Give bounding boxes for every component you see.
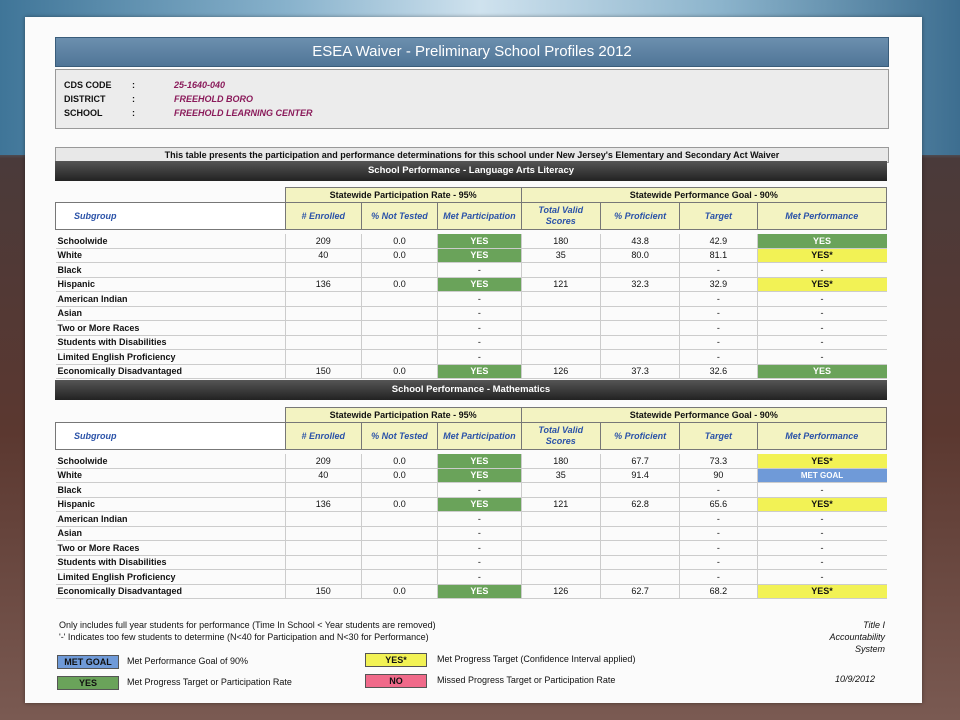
column-header-subgroup: Subgroup: [56, 203, 286, 230]
cell-proficient: [600, 512, 679, 527]
cell-subgroup: Schoolwide: [56, 234, 286, 248]
cell-met-performance: -: [757, 555, 886, 570]
cell-total-valid: 180: [521, 454, 600, 468]
cell-met-participation: YES: [438, 364, 522, 379]
cell-met-participation: -: [438, 306, 522, 321]
cell-enrolled: [285, 570, 361, 585]
cell-subgroup: Black: [56, 263, 286, 278]
cell-not-tested: 0.0: [361, 584, 437, 599]
cell-enrolled: [285, 526, 361, 541]
cell-proficient: [600, 555, 679, 570]
cell-not-tested: [361, 483, 437, 498]
cell-total-valid: 126: [521, 584, 600, 599]
info-colon: :: [132, 80, 135, 90]
cell-total-valid: [521, 321, 600, 336]
legend-text-yes: Met Progress Target or Participation Rate: [127, 677, 292, 687]
cell-not-tested: [361, 292, 437, 307]
cell-not-tested: [361, 570, 437, 585]
section-title-math: School Performance - Mathematics: [55, 380, 887, 400]
cell-met-performance: MET GOAL: [757, 468, 886, 483]
info-colon: :: [132, 108, 135, 118]
table-lal: [55, 187, 887, 379]
cell-not-tested: [361, 350, 437, 365]
cell-enrolled: 40: [285, 468, 361, 483]
table-row: [56, 248, 887, 263]
cell-met-performance: YES*: [757, 497, 886, 512]
table-row: [56, 541, 887, 556]
report-date: 10/9/2012: [835, 674, 876, 684]
table-row: [56, 321, 887, 336]
cell-subgroup: Asian: [56, 526, 286, 541]
cell-subgroup: Students with Disabilities: [56, 335, 286, 350]
column-header-target: Target: [680, 423, 757, 450]
column-header-total-valid: Total Valid Scores: [521, 423, 600, 450]
column-header-total-valid: Total Valid Scores: [521, 203, 600, 230]
legend-text-no: Missed Progress Target or Participation Rate: [437, 675, 616, 685]
cell-target: -: [680, 321, 757, 336]
cell-proficient: [600, 350, 679, 365]
cell-target: -: [680, 541, 757, 556]
cell-enrolled: [285, 263, 361, 278]
cell-met-participation: -: [438, 570, 522, 585]
table-row: [56, 364, 887, 379]
cell-met-participation: -: [438, 335, 522, 350]
cell-proficient: [600, 335, 679, 350]
column-header-enrolled: # Enrolled: [285, 423, 361, 450]
cell-enrolled: 40: [285, 248, 361, 263]
cell-subgroup: Two or More Races: [56, 541, 286, 556]
cell-target: -: [680, 350, 757, 365]
table-row: [56, 350, 887, 365]
cell-subgroup: Hispanic: [56, 277, 286, 292]
cell-met-participation: -: [438, 263, 522, 278]
cell-proficient: [600, 570, 679, 585]
table-row: [56, 512, 887, 527]
info-value: FREEHOLD BORO: [174, 94, 254, 104]
legend-badge-no: NO: [365, 674, 427, 688]
cell-met-participation: -: [438, 541, 522, 556]
cell-subgroup: Hispanic: [56, 497, 286, 512]
cell-met-participation: YES: [438, 454, 522, 468]
system-line: Accountability: [829, 632, 885, 642]
cell-total-valid: 35: [521, 248, 600, 263]
cell-target: -: [680, 483, 757, 498]
cell-met-performance: -: [757, 512, 886, 527]
performance-table: [55, 407, 887, 599]
cell-met-performance: -: [757, 570, 886, 585]
system-label: [815, 619, 885, 655]
cell-met-performance: YES*: [757, 277, 886, 292]
cell-target: 68.2: [680, 584, 757, 599]
cell-enrolled: 150: [285, 364, 361, 379]
waiver-note: This table presents the participation and performance determinations for this school under New Jersey's Elementary and Secondary Act Waiver: [55, 147, 889, 163]
cell-target: 90: [680, 468, 757, 483]
info-key: CDS CODE: [64, 80, 112, 90]
table-row: [56, 335, 887, 350]
table-row: [56, 555, 887, 570]
cell-subgroup: Limited English Proficiency: [56, 350, 286, 365]
cell-target: -: [680, 335, 757, 350]
cell-subgroup: Asian: [56, 306, 286, 321]
cell-proficient: 43.8: [600, 234, 679, 248]
cell-proficient: 62.8: [600, 497, 679, 512]
info-value: FREEHOLD LEARNING CENTER: [174, 108, 313, 118]
cell-proficient: [600, 483, 679, 498]
report-title: ESEA Waiver - Preliminary School Profiles 2012: [55, 37, 889, 67]
cell-proficient: [600, 263, 679, 278]
cell-met-participation: YES: [438, 497, 522, 512]
cell-subgroup: Black: [56, 483, 286, 498]
cell-met-participation: -: [438, 555, 522, 570]
table-math: [55, 407, 887, 599]
cell-enrolled: [285, 555, 361, 570]
column-header-not-tested: % Not Tested: [361, 203, 437, 230]
cell-not-tested: 0.0: [361, 277, 437, 292]
footnote-full-year: Only includes full year students for performance (Time In School < Year students are removed): [59, 620, 436, 630]
cell-total-valid: [521, 483, 600, 498]
cell-proficient: [600, 541, 679, 556]
cell-proficient: 62.7: [600, 584, 679, 599]
legend-badge-yes: YES: [57, 676, 119, 690]
cell-target: 32.6: [680, 364, 757, 379]
cell-met-performance: -: [757, 483, 886, 498]
cell-met-participation: YES: [438, 248, 522, 263]
cell-enrolled: [285, 512, 361, 527]
cell-enrolled: [285, 321, 361, 336]
cell-not-tested: [361, 306, 437, 321]
cell-enrolled: [285, 306, 361, 321]
cell-met-performance: YES*: [757, 584, 886, 599]
footnote-dash: '-' Indicates too few students to determine (N<40 for Participation and N<30 for Performance): [59, 632, 429, 642]
cell-not-tested: [361, 541, 437, 556]
cell-proficient: 37.3: [600, 364, 679, 379]
cell-met-performance: YES: [757, 364, 886, 379]
cell-not-tested: 0.0: [361, 497, 437, 512]
system-line: Title I: [863, 620, 885, 630]
cell-target: -: [680, 570, 757, 585]
cell-target: 32.9: [680, 277, 757, 292]
table-row: [56, 526, 887, 541]
cell-total-valid: [521, 526, 600, 541]
cell-target: 65.6: [680, 497, 757, 512]
cell-not-tested: 0.0: [361, 364, 437, 379]
cell-subgroup: Students with Disabilities: [56, 555, 286, 570]
cell-not-tested: 0.0: [361, 454, 437, 468]
cell-subgroup: Limited English Proficiency: [56, 570, 286, 585]
legend-text-met-goal: Met Performance Goal of 90%: [127, 656, 249, 666]
report-page: [25, 17, 922, 703]
cell-enrolled: 209: [285, 234, 361, 248]
cell-not-tested: [361, 321, 437, 336]
cell-met-performance: -: [757, 292, 886, 307]
header-participation-group: Statewide Participation Rate - 95%: [285, 408, 521, 423]
cell-target: -: [680, 292, 757, 307]
column-header-enrolled: # Enrolled: [285, 203, 361, 230]
cell-met-participation: -: [438, 321, 522, 336]
cell-met-performance: -: [757, 306, 886, 321]
cell-total-valid: [521, 541, 600, 556]
legend-badge-met-goal: MET GOAL: [57, 655, 119, 669]
cell-target: 81.1: [680, 248, 757, 263]
school-info-panel: [55, 69, 889, 129]
table-row: [56, 263, 887, 278]
cell-met-performance: -: [757, 350, 886, 365]
column-header-proficient: % Proficient: [600, 203, 679, 230]
cell-target: -: [680, 263, 757, 278]
cell-enrolled: [285, 292, 361, 307]
cell-met-participation: YES: [438, 234, 522, 248]
cell-met-performance: -: [757, 321, 886, 336]
cell-target: 42.9: [680, 234, 757, 248]
cell-proficient: 32.3: [600, 277, 679, 292]
cell-total-valid: 121: [521, 277, 600, 292]
cell-met-performance: -: [757, 263, 886, 278]
cell-subgroup: Economically Disadvantaged: [56, 364, 286, 379]
cell-not-tested: [361, 555, 437, 570]
cell-total-valid: 126: [521, 364, 600, 379]
cell-met-performance: YES*: [757, 454, 886, 468]
cell-total-valid: [521, 306, 600, 321]
cell-total-valid: 121: [521, 497, 600, 512]
legend-badge-yes-star: YES*: [365, 653, 427, 667]
cell-met-participation: YES: [438, 584, 522, 599]
cell-total-valid: 180: [521, 234, 600, 248]
cell-total-valid: 35: [521, 468, 600, 483]
cell-enrolled: 209: [285, 454, 361, 468]
cell-met-performance: -: [757, 335, 886, 350]
cell-proficient: 80.0: [600, 248, 679, 263]
cell-not-tested: [361, 263, 437, 278]
cell-total-valid: [521, 555, 600, 570]
performance-table: [55, 187, 887, 379]
cell-target: -: [680, 306, 757, 321]
cell-proficient: [600, 321, 679, 336]
cell-enrolled: 136: [285, 497, 361, 512]
column-header-met-performance: Met Performance: [757, 203, 886, 230]
cell-not-tested: [361, 335, 437, 350]
column-header-target: Target: [680, 203, 757, 230]
table-row: [56, 584, 887, 599]
cell-subgroup: Economically Disadvantaged: [56, 584, 286, 599]
cell-total-valid: [521, 350, 600, 365]
cell-total-valid: [521, 570, 600, 585]
info-value: 25-1640-040: [174, 80, 226, 90]
cell-met-performance: YES*: [757, 248, 886, 263]
cell-met-participation: -: [438, 350, 522, 365]
cell-total-valid: [521, 292, 600, 307]
cell-enrolled: [285, 541, 361, 556]
cell-met-participation: -: [438, 483, 522, 498]
info-key: DISTRICT: [64, 94, 106, 104]
cell-target: -: [680, 555, 757, 570]
column-header-not-tested: % Not Tested: [361, 423, 437, 450]
cell-met-participation: -: [438, 526, 522, 541]
system-line: System: [854, 644, 885, 654]
cell-met-participation: YES: [438, 277, 522, 292]
table-row: [56, 497, 887, 512]
header-participation-group: Statewide Participation Rate - 95%: [285, 188, 521, 203]
legend-text-yes-star: Met Progress Target (Confidence Interval applied): [437, 654, 636, 664]
cell-target: -: [680, 512, 757, 527]
cell-not-tested: 0.0: [361, 468, 437, 483]
cell-enrolled: [285, 483, 361, 498]
cell-subgroup: American Indian: [56, 292, 286, 307]
table-row: [56, 570, 887, 585]
column-header-met-participation: Met Participation: [438, 203, 522, 230]
cell-total-valid: [521, 335, 600, 350]
column-header-proficient: % Proficient: [600, 423, 679, 450]
cell-target: -: [680, 526, 757, 541]
column-header-met-performance: Met Performance: [757, 423, 886, 450]
cell-met-performance: -: [757, 541, 886, 556]
cell-enrolled: 150: [285, 584, 361, 599]
table-row: [56, 483, 887, 498]
table-row: [56, 277, 887, 292]
cell-not-tested: [361, 526, 437, 541]
cell-total-valid: [521, 263, 600, 278]
cell-target: 73.3: [680, 454, 757, 468]
cell-enrolled: 136: [285, 277, 361, 292]
table-row: [56, 468, 887, 483]
info-key: SCHOOL: [64, 108, 103, 118]
cell-total-valid: [521, 512, 600, 527]
cell-enrolled: [285, 350, 361, 365]
table-row: [56, 234, 887, 248]
header-blank: [56, 188, 286, 203]
cell-not-tested: [361, 512, 437, 527]
header-blank: [56, 408, 286, 423]
cell-proficient: [600, 306, 679, 321]
cell-not-tested: 0.0: [361, 248, 437, 263]
info-colon: :: [132, 94, 135, 104]
section-title-lal: School Performance - Language Arts Literacy: [55, 161, 887, 181]
cell-proficient: 91.4: [600, 468, 679, 483]
table-row: [56, 306, 887, 321]
cell-subgroup: White: [56, 468, 286, 483]
cell-met-performance: YES: [757, 234, 886, 248]
cell-not-tested: 0.0: [361, 234, 437, 248]
table-row: [56, 292, 887, 307]
cell-proficient: 67.7: [600, 454, 679, 468]
cell-subgroup: Schoolwide: [56, 454, 286, 468]
cell-subgroup: Two or More Races: [56, 321, 286, 336]
cell-proficient: [600, 292, 679, 307]
table-row: [56, 454, 887, 468]
cell-met-participation: -: [438, 512, 522, 527]
header-performance-group: Statewide Performance Goal - 90%: [521, 188, 886, 203]
cell-met-participation: -: [438, 292, 522, 307]
cell-enrolled: [285, 335, 361, 350]
column-header-subgroup: Subgroup: [56, 423, 286, 450]
cell-proficient: [600, 526, 679, 541]
cell-met-performance: -: [757, 526, 886, 541]
cell-subgroup: White: [56, 248, 286, 263]
cell-met-participation: YES: [438, 468, 522, 483]
column-header-met-participation: Met Participation: [438, 423, 522, 450]
cell-subgroup: American Indian: [56, 512, 286, 527]
header-performance-group: Statewide Performance Goal - 90%: [521, 408, 886, 423]
